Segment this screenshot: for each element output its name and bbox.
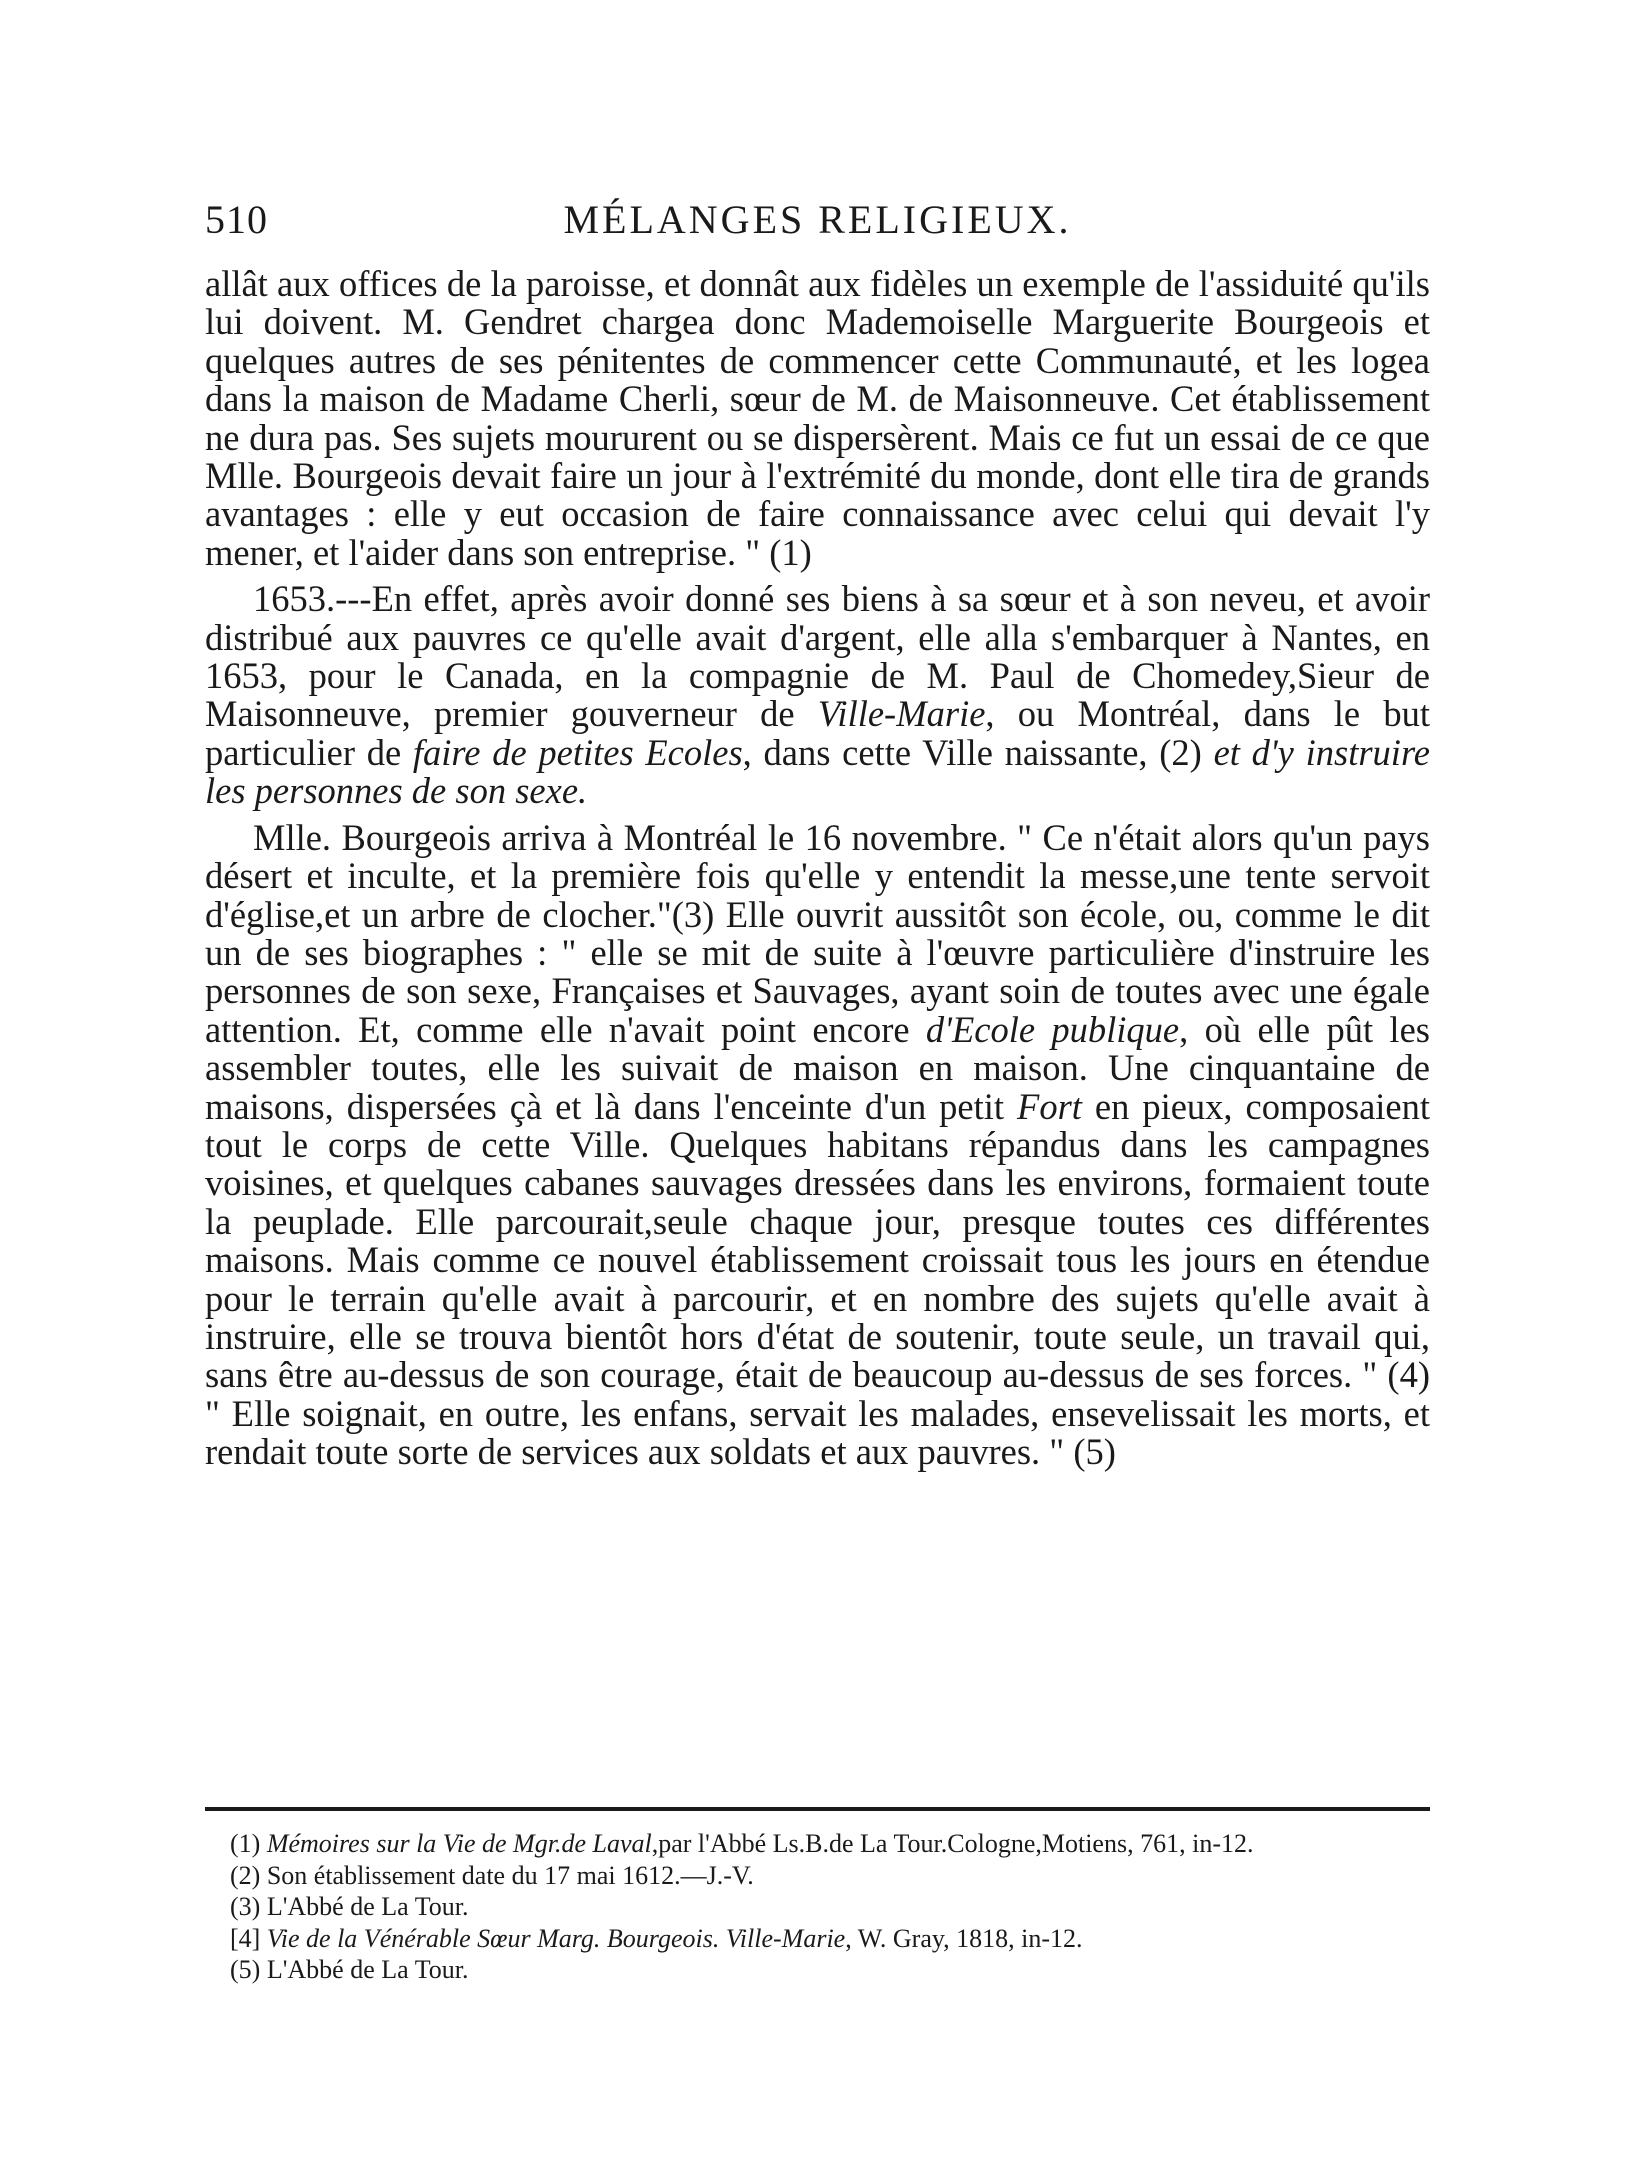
- footnote: [230, 1860, 1430, 1892]
- italic-text: Mémoires sur la Vie de Mgr.de Laval: [266, 1829, 652, 1858]
- footnote: [230, 1891, 1430, 1923]
- text-run: (1): [230, 1829, 267, 1858]
- text-run: allât aux offices de la paroisse, et donnât aux fidèles un exemple de l'assiduité qu'ils lui doivent. M. Gendret chargea donc Mademoiselle Marguerite Bourgeois et quelques autres de ses pénitentes de commencer cette Communauté, et les logea dans la maison de Madame Cherli, sœur de M. de Maisonneuve. Cet établissement ne dura pas. Ses sujets moururent ou se dispersèrent. Mais ce fut un essai de ce que Mlle. Bourgeois devait faire un jour à l'extrémité du monde, dont elle tira de grands avantages : elle y eut occasion de faire connaissance avec celui qui devait l'y mener, et l'aider dans son entreprise. " (1): [205, 263, 1430, 573]
- italic-text: d'Ecole publique: [925, 1008, 1180, 1050]
- text-run: Mlle. Bourgeois arriva à Montréal le 16 novembre. " Ce n'était alors qu'un pays désert et inculte, et la première fois qu'elle y entendit la messe,une tente servoit d'église,et un arbre de clocher."(3) Elle ouvrit aussitôt son école, ou, comme le dit un de ses biographes : " elle se mit de suite à l'œuvre particulière d'instruire les personnes de son sexe, Françaises et Sauvages, ayant soin de toutes avec une égale attention. Et, comme elle n'avait point encore: [205, 816, 1430, 1050]
- italic-text: Vie de la Vénérable Sœur Marg. Bourgeois. Ville-Marie: [266, 1923, 846, 1953]
- footnote: [230, 1954, 1430, 1986]
- text-run: (5) L'Abbé de La Tour.: [230, 1955, 469, 1984]
- text-run: en pieux, composaient tout le corps de cette Ville. Quelques habitans répandus dans les campagnes voisines, et quelques cabanes sauvages dressées dans les environs, formaient toute la peuplade. Elle parcourait,seule chaque jour, presque toutes ces différentes maisons. Mais comme ce nouvel établissement croissait tous les jours en étendue pour le terrain qu'elle avait à parcourir, et en nombre des sujets qu'elle avait à instruire, elle se trouva bientôt hors d'état de soutenir, toute seule, un travail qui, sans être au-dessus de son courage, était de beaucoup au-dessus de ses forces. " (4) " Elle soignait, en outre, les enfans, servait les malades, ensevelissait les morts, et rendait toute sorte de services aux soldats et aux pauvres. " (5): [205, 1085, 1431, 1473]
- text-run: (2) Son établissement date du 17 mai 1612.—J.-V.: [230, 1860, 754, 1890]
- footnote: [230, 1923, 1430, 1955]
- italic-text: faire de petites Ecoles: [412, 731, 743, 773]
- paragraph: [205, 816, 1431, 1473]
- text-run: [4]: [230, 1923, 267, 1953]
- text-run: , où elle pût les assembler toutes, elle les suivait de maison en maison. Une cinquantaine de maisons, dispersées çà et là dans l'enceinte d'un petit: [205, 1008, 1430, 1127]
- page-header: [205, 196, 1430, 256]
- running-head: MÉLANGES RELIGIEUX.: [563, 197, 1072, 242]
- italic-text: Ville-Marie: [817, 693, 986, 735]
- paragraph: [205, 580, 1430, 810]
- italic-text: Fort: [1017, 1085, 1082, 1127]
- text-run: (3) L'Abbé de La Tour.: [230, 1892, 469, 1921]
- footnotes: [230, 1828, 1430, 1986]
- page-number: 510: [205, 197, 268, 242]
- paragraph: [205, 265, 1430, 572]
- body-text: [205, 265, 1430, 1480]
- text-run: , ou Montréal, dans le but particulier de: [205, 693, 1430, 773]
- text-run: ,par l'Abbé Ls.B.de La Tour.Cologne,Motiens, 761, in-12.: [651, 1829, 1254, 1858]
- footnote-rule: [205, 1807, 1430, 1811]
- text-run: , dans cette Ville naissante, (2): [742, 731, 1214, 773]
- italic-text: et d'y instruire les personnes de son sexe.: [205, 731, 1430, 812]
- text-run: , W. Gray, 1818, in-12.: [845, 1923, 1083, 1953]
- footnote: [230, 1828, 1430, 1860]
- text-run: 1653.---En effet, après avoir donné ses biens à sa sœur et à son neveu, et avoir distribué aux pauvres ce qu'elle avait d'argent, elle alla s'embarquer à Nantes, en 1653, pour le Canada, en la compagnie de M. Paul de Chomedey,Sieur de Maisonneuve, premier gouverneur de: [205, 578, 1430, 735]
